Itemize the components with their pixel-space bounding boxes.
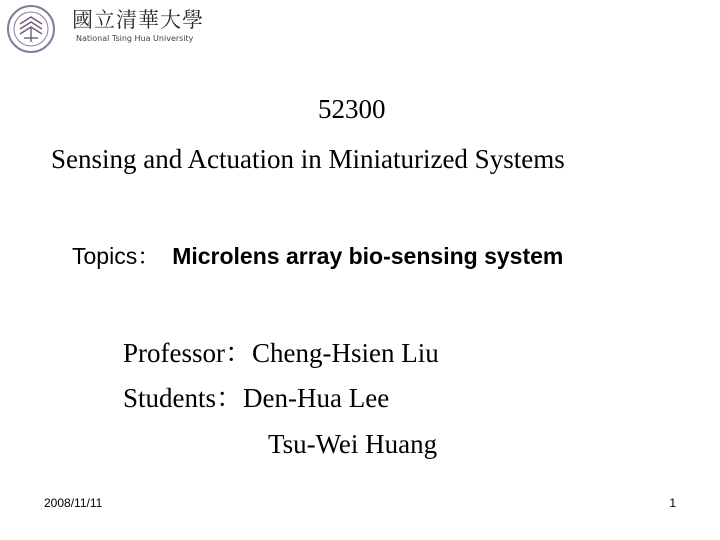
page-number: 1	[669, 496, 676, 510]
logo-chinese-name: 國立清華大學	[72, 8, 204, 32]
professor-name: Cheng-Hsien Liu	[252, 338, 439, 368]
topics-label: Topics	[72, 243, 138, 269]
student-name: Tsu-Wei Huang	[268, 429, 438, 459]
professor-label: Professor	[123, 338, 225, 368]
student-name: Den-Hua Lee	[243, 383, 390, 413]
university-logo	[6, 4, 202, 54]
students-label: Students	[123, 383, 217, 413]
topics-line	[72, 240, 563, 272]
professor-separator: ：	[225, 338, 252, 368]
students-separator: ：	[216, 383, 244, 413]
topics-separator: ：	[137, 243, 161, 269]
university-seal-icon	[6, 4, 56, 54]
professor-line	[123, 336, 439, 370]
topics-value: Microlens array bio-sensing system	[172, 243, 564, 269]
course-number: 52300	[318, 94, 386, 124]
footer-date: 2008/11/11	[44, 496, 103, 510]
logo-english-name: National Tsing Hua University	[76, 34, 194, 43]
students-line	[123, 381, 389, 415]
course-title: Sensing and Actuation in Miniaturized Systems	[51, 144, 565, 174]
